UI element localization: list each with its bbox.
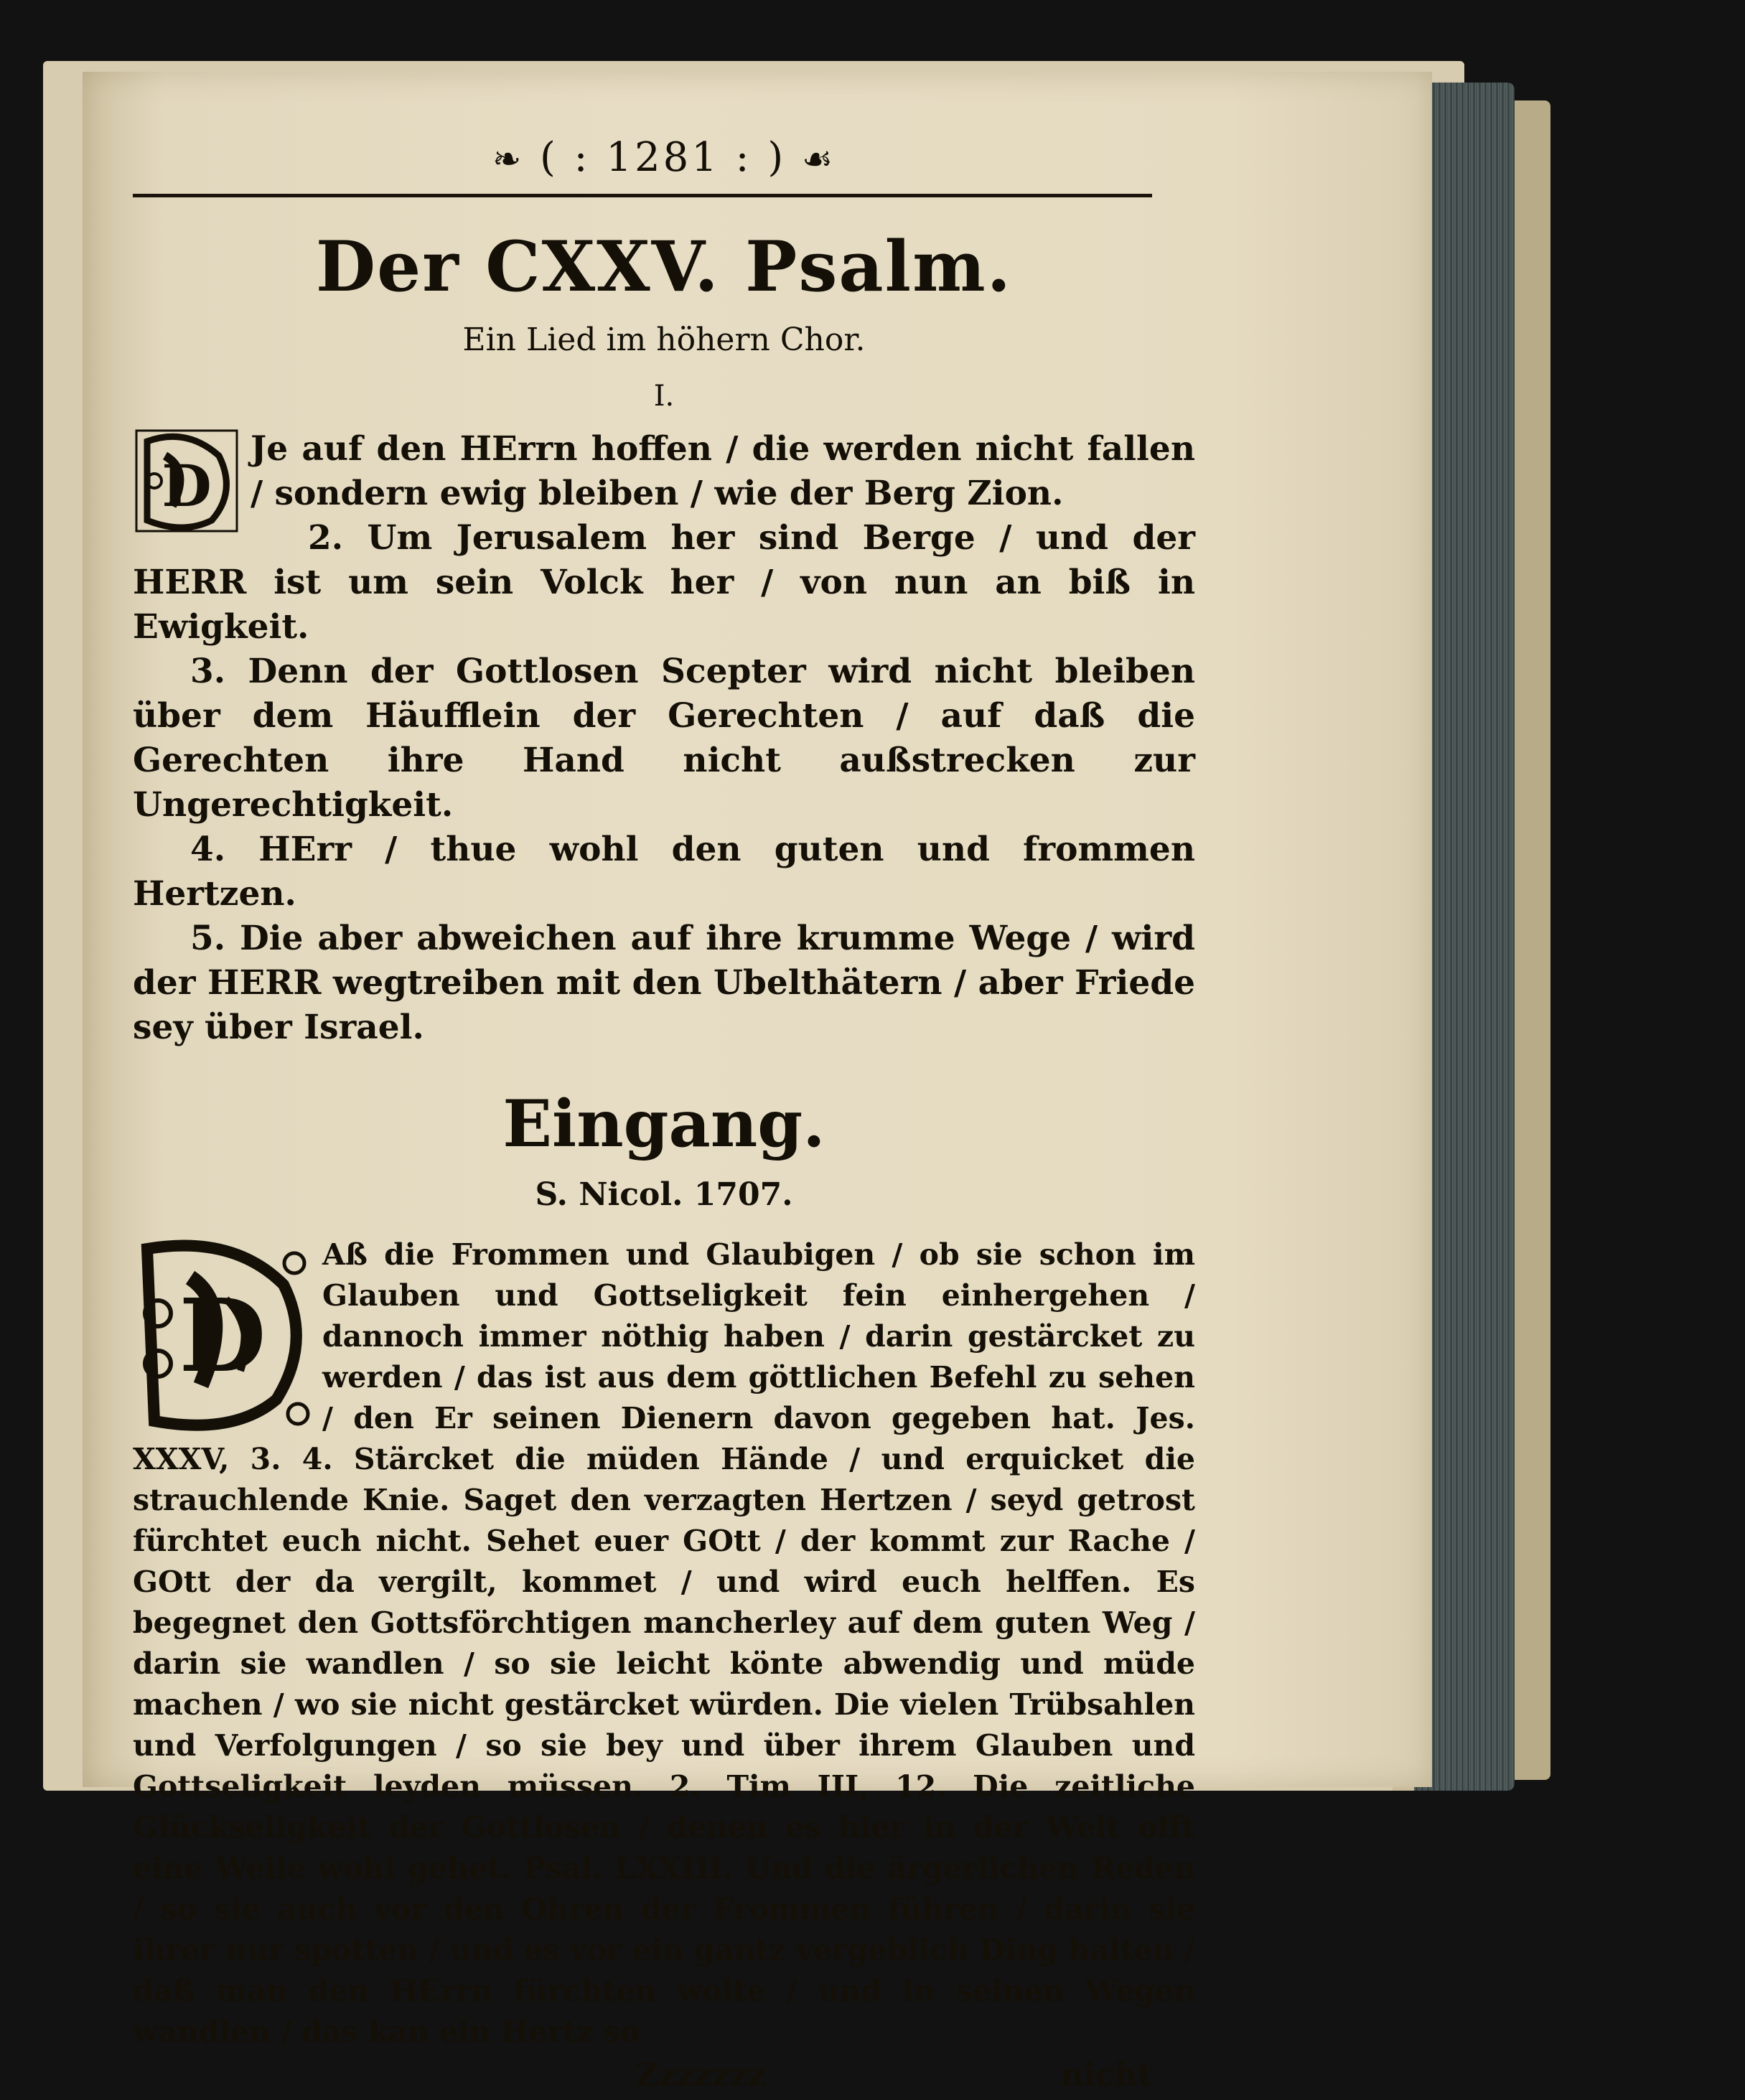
page-number: ( : 1281 : ) <box>540 134 787 181</box>
psalm-title: Der CXXV. Psalm. <box>315 226 1013 307</box>
psalm-verse-4: 4. HErr / thue wohl den guten und frommen Hertzen. <box>133 830 1195 914</box>
psalm-verse-2: 2. Um Jerusalem her sind Berge / und der HERR ist um sein Volck her / von nun an biß in Ewigkeit. <box>133 518 1195 647</box>
running-head <box>133 129 1195 187</box>
eingang-text <box>133 1234 1195 2053</box>
signature-mark: Zzzzzzz <box>635 2057 767 2094</box>
psalm-subtitle: Ein Lied im höhern Chor. <box>462 322 866 358</box>
psalm-verse-1 <box>133 427 1195 520</box>
initial-letter-large: D <box>179 1278 266 1395</box>
catchword: nicht <box>1060 2057 1152 2094</box>
decorated-initial-d-small-icon <box>133 427 240 535</box>
psalm-verse-5: 5. Die aber abweichen auf ihre krumme Wege / wird der HERR wegtreiben mit den Ubelthätern / aber Friede sey über Israel. <box>133 919 1195 1047</box>
verse-1-text: Je auf den HErrn hoffen / die werden nicht fallen / sondern ewig bleiben / wie der Berg Zion. <box>251 429 1195 513</box>
decorated-initial-d-large-icon <box>133 1234 312 1435</box>
page-footer <box>133 2057 1195 2100</box>
right-ornament-icon: ☙ <box>801 139 836 179</box>
initial-letter: D <box>162 452 212 520</box>
eingang-paragraph: Aß die Frommen und Glaubigen / ob sie schon im Glauben und Gottseligkeit fein einhergehen / dannoch immer nöthig haben / darin gestärcket zu werden / das ist aus dem göttlichen Befehl zu sehen / den Er seinen Dienern davon gegeben hat. Jes. XXXV, 3. 4. Stärcket die müden Hände / und erquicket die strauchlende Knie. Saget den verzagten Hertzen / seyd getrost fürchtet euch nicht. Sehet euer GOtt / der kommt zur Rache / GOtt der da vergilt, kommet / und wird euch helffen. Es begegnet den Gottsförchtigen mancherley auf dem guten Weg / darin sie wandlen / so sie leicht könte abwendig und müde machen / wo sie nicht gestärcket würden. Die vielen Trübsahlen und Verfolgungen / so sie bey und über ihrem Glauben und Gottseligkeit leyden müssen. 2. Tim III, 12. Die zeitliche Glückseligkeit der Gottlosen / denen es hier in der Welt offt eine Weile wohl gehet. Psal. LXXIII. Und die ärgerlichen Reden / so sie auch vor den Ohren der Frommen führen / darin sie ihrer nur spotten / und es vor ein gantz vergeblich Ding halten / daß man den HErrn fürchten wolte / und in seinen Wegen wandlen / das kan ein Hertz so <box>133 1237 1195 2049</box>
psalm-verse-3: 3. Denn der Gottlosen Scepter wird nicht bleiben über dem Häufflein der Gerechten / auf daß die Gerechten ihre Hand nicht außstrecken zur Ungerechtigkeit. <box>133 652 1195 825</box>
stanza-number: I. <box>653 380 675 413</box>
eingang-title: Eingang. <box>502 1086 825 1162</box>
header-rule <box>133 194 1152 197</box>
sermon-date: S. Nicol. 1707. <box>535 1176 793 1213</box>
page-content <box>133 129 1195 2100</box>
left-ornament-icon: ❧ <box>492 139 525 179</box>
